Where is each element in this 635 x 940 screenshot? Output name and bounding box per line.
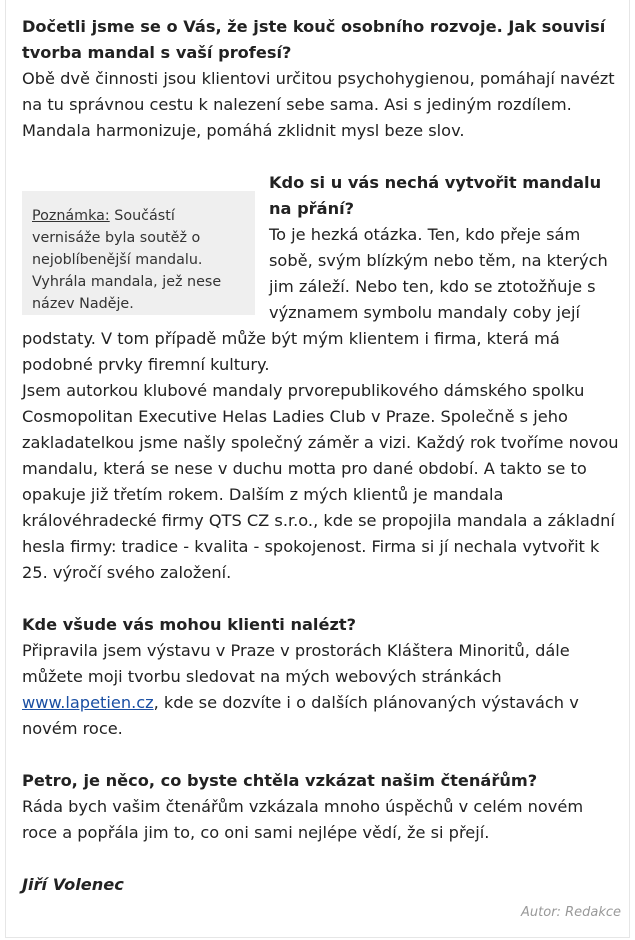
- question-3: Kde všude vás mohou klienti nalézt?: [22, 615, 357, 634]
- answer-4: Ráda bych vašim čtenářům vzkázala mnoho úspěchů v celém novém roce a popřála jim to, co oni sami nejlépe vědí, že si přejí.: [22, 797, 584, 842]
- paragraph-gap: [22, 742, 622, 768]
- note-text: Součástí vernisáže byla soutěž o nejoblíbenější mandalu. Vyhrála mandala, jež nese název Naděje.: [32, 208, 222, 312]
- question-1: Dočetli jsme se o Vás, že jste kouč osobního rozvoje. Jak souvisí tvorba mandal s vaší profesí?: [22, 17, 606, 62]
- question-2: Kdo si u vás nechá vytvořit mandalu na přání?: [269, 173, 602, 218]
- note-label: Poznámka:: [32, 208, 110, 224]
- answer-3-text: Připravila jsem výstavu v Praze v prostorách Kláštera Minoritů, dále můžete moji tvorbu sledovat na mých webových stránkách: [22, 641, 570, 686]
- answer-3-text-end: , kde se dozvíte i o dalších plánovaných výstavách v novém roce.: [22, 693, 579, 738]
- website-link[interactable]: www.lapetien.cz: [22, 693, 154, 712]
- answer-3: [22, 638, 622, 742]
- article-body: [22, 14, 622, 898]
- answer-2b: Jsem autorkou klubové mandaly prvorepublikového dámského spolku Cosmopolitan Executive Helas Ladies Club v Praze. Společně s jeho zakladatelkou jsme našly společný záměr a vizi. Každý rok tvoříme novou mandalu, která se nese v duchu motta pro dané období. A takto se to opakuje již třetím rokem. Dalším z mých klientů je mandala královéhradecké firmy QTS CZ s.r.o., kde se propojila mandala a základní hesla firmy: tradice - kvalita - spokojenost. Firma si jí nechala vytvořit k 25. výročí svého založení.: [22, 381, 619, 582]
- note-box: [22, 191, 255, 315]
- answer-2: To je hezká otázka. Ten, kdo přeje sám sobě, svým blízkým nebo těm, na kterých jim záleží. Nebo ten, kdo se ztotožňuje s významem symbolu mandaly coby její podstaty. V tom případě může být mým klientem i firma, která má podobné prvky firemní kultury.: [22, 225, 608, 374]
- signature: Jiří Volenec: [22, 875, 124, 894]
- paragraph-gap: [22, 586, 622, 612]
- question-4: Petro, je něco, co byste chtěla vzkázat našim čtenářům?: [22, 771, 538, 790]
- answer-1: Obě dvě činnosti jsou klientovi určitou psychohygienou, pomáhají navézt na tu správnou cestu k nalezení sebe sama. Asi s jediným rozdílem. Mandala harmonizuje, pomáhá zklidnit mysl beze slov.: [22, 69, 615, 140]
- paragraph-gap: [22, 144, 622, 170]
- author-credit: Autor: Redakce: [521, 905, 621, 920]
